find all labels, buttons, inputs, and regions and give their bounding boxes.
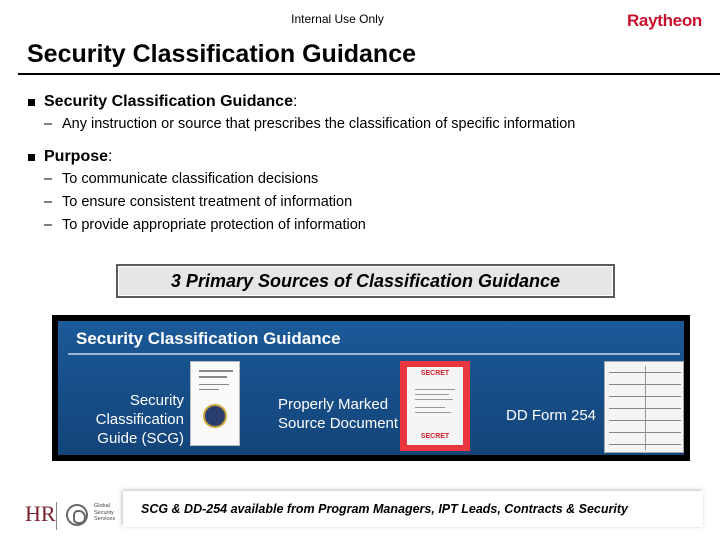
sub-bullet-text: To provide appropriate protection of information bbox=[62, 217, 366, 233]
panel-divider bbox=[68, 353, 680, 355]
logo-divider bbox=[56, 502, 57, 530]
secret-document-image bbox=[400, 361, 470, 451]
bullet-square-icon bbox=[28, 154, 35, 161]
source-document-label: Properly Marked Source Document bbox=[278, 396, 399, 432]
sub-bullet: – To communicate classification decisions bbox=[44, 168, 708, 191]
availability-note: SCG & DD-254 available from Program Managers, IPT Leads, Contracts & Security bbox=[123, 491, 703, 527]
sources-heading-box: 3 Primary Sources of Classification Guidance bbox=[116, 264, 615, 298]
global-security-icon bbox=[66, 504, 88, 526]
scg-document-image bbox=[190, 361, 240, 446]
bullet-list bbox=[28, 93, 708, 237]
title-divider bbox=[18, 73, 720, 75]
sub-bullet: – Any instruction or source that prescribes the classification of specific information bbox=[44, 113, 708, 136]
gss-logo-text: Global Security Services bbox=[94, 503, 116, 522]
dd-form-label: DD Form 254 bbox=[506, 407, 597, 424]
panel-title: Security Classification Guidance bbox=[76, 329, 341, 348]
bullet-heading-text: Security Classification Guidance bbox=[44, 93, 293, 110]
raytheon-logo: Raytheon bbox=[626, 11, 702, 30]
sub-bullet-text: To ensure consistent treatment of information bbox=[62, 194, 353, 210]
bullet-square-icon bbox=[28, 99, 35, 106]
classification-label: Internal Use Only bbox=[291, 12, 384, 26]
hr-logo: HR bbox=[25, 501, 56, 526]
secret-marking-bottom: SECRET bbox=[420, 433, 450, 440]
sub-bullet-text: Any instruction or source that prescribes the classification of specific information bbox=[62, 116, 576, 132]
seal-icon bbox=[203, 404, 227, 428]
dd-form-image bbox=[604, 361, 684, 453]
slide-title: Security Classification Guidance bbox=[27, 40, 417, 68]
scg-label: Security Classification Guide (SCG) bbox=[95, 392, 184, 447]
bullet-heading: Security Classification Guidance : bbox=[28, 93, 708, 111]
guidance-sources-panel bbox=[52, 315, 690, 461]
bullet-heading-text: Purpose bbox=[44, 148, 109, 165]
secret-marking-top: SECRET bbox=[420, 370, 450, 377]
sub-bullet-text: To communicate classification decisions bbox=[62, 171, 319, 187]
sub-bullet: – To ensure consistent treatment of information bbox=[44, 191, 708, 214]
sub-bullet: – To provide appropriate protection of information bbox=[44, 214, 708, 237]
bullet-heading: Purpose : bbox=[28, 148, 708, 166]
